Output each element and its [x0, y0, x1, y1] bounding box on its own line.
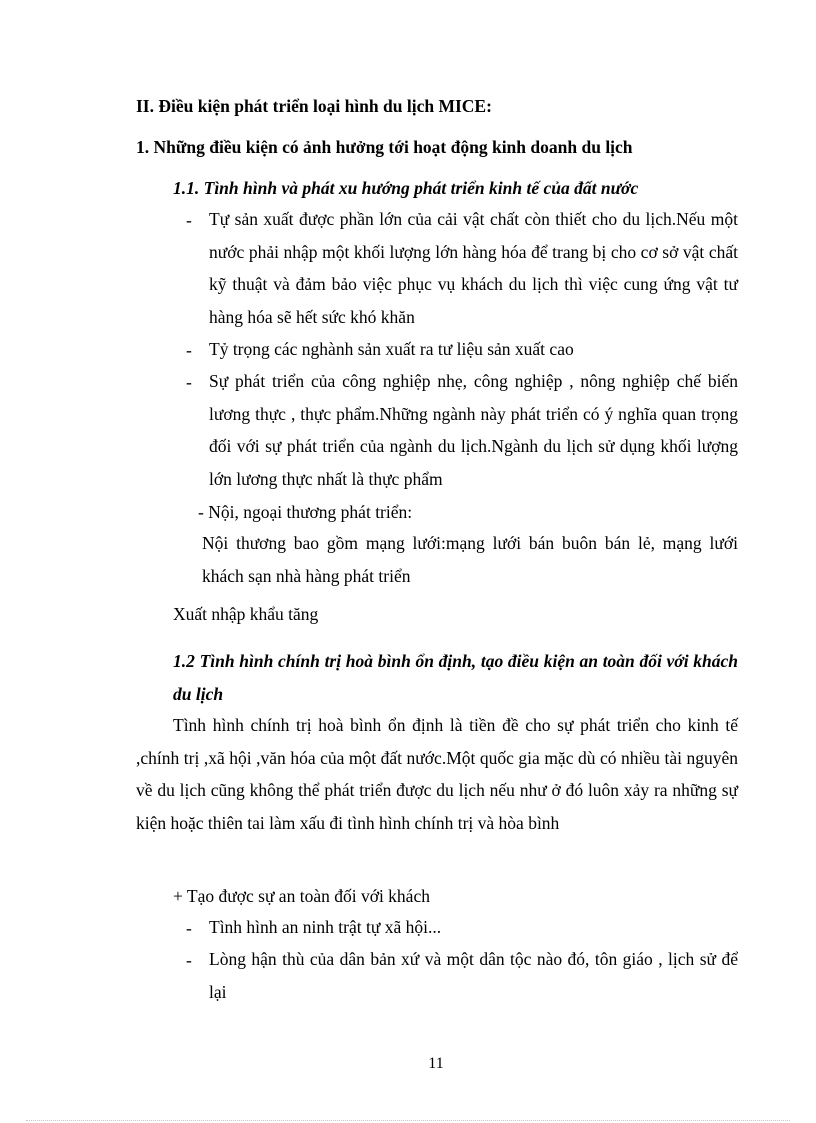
- trade-detail: Nội thương bao gồm mạng lưới:mạng lưới bán buôn bán lẻ, mạng lưới khách sạn nhà hàng phát triển: [202, 533, 738, 586]
- subheading-1-1: 1.1. Tình hình và phát xu hướng phát triển kinh tế của đất nước: [173, 178, 639, 198]
- bullet-item: Lòng hận thù của dân bản xứ và một dân tộc nào đó, tôn giáo , lịch sử để lại: [209, 949, 738, 1002]
- bullet-dash: -: [186, 340, 192, 360]
- subsection-heading: 1. Những điều kiện có ảnh hưởng tới hoạt động kinh doanh du lịch: [136, 137, 633, 157]
- page-number: 11: [428, 1055, 444, 1072]
- trade-item: - Nội, ngoại thương phát triển:: [198, 502, 413, 522]
- bullet-item: Tỷ trọng các nghành sản xuất ra tư liệu sản xuất cao: [209, 339, 574, 359]
- bullet-item: Tình hình an ninh trật tự xã hội...: [209, 917, 442, 937]
- bullet-dash: -: [186, 950, 192, 970]
- paragraph: Tình hình chính trị hoà bình ổn định là tiền đề cho sự phát triển cho kinh tế ,chính trị ,xã hội ,văn hóa của một đất nước.Một quốc gia mặc dù có nhiều tài nguyên về du lịch cũng không thể phát triển được du lịch nếu như ở đó luôn xảy ra những sự kiện hoặc thiên tai làm xấu đi tình hình chính trị và hòa bình: [136, 715, 738, 833]
- bullet-dash: -: [186, 372, 192, 392]
- page-bottom-border: [26, 1120, 790, 1121]
- bullet-item: Tự sản xuất được phần lớn của cải vật chất còn thiết cho du lịch.Nếu một nước phải nhập một khối lượng lớn hàng hóa để trang bị cho cơ sở vật chất kỹ thuật và đảm bảo việc phục vụ khách du lịch thì việc cung ứng vật tư hàng hóa sẽ hết sức khó khăn: [209, 209, 738, 327]
- subheading-1-2: 1.2 Tình hình chính trị hoà bình ổn định, tạo điều kiện an toàn đối với khách du lịch: [173, 651, 738, 704]
- bullet-dash: -: [186, 918, 192, 938]
- bullet-item: Sự phát triển của công nghiệp nhẹ, công nghiệp , nông nghiệp chế biến lương thực , thực phẩm.Những ngành này phát triển có ý nghĩa quan trọng đối với sự phát triển của ngành du lịch.Ngành du lịch sử dụng khối lượng lớn lương thực nhất là thực phẩm: [209, 371, 738, 489]
- export-line: Xuất nhập khẩu tăng: [173, 604, 319, 624]
- bullet-dash: -: [186, 210, 192, 230]
- section-heading: II. Điều kiện phát triển loại hình du lịch MICE:: [136, 96, 492, 116]
- safety-line: + Tạo được sự an toàn đối với khách: [173, 886, 430, 906]
